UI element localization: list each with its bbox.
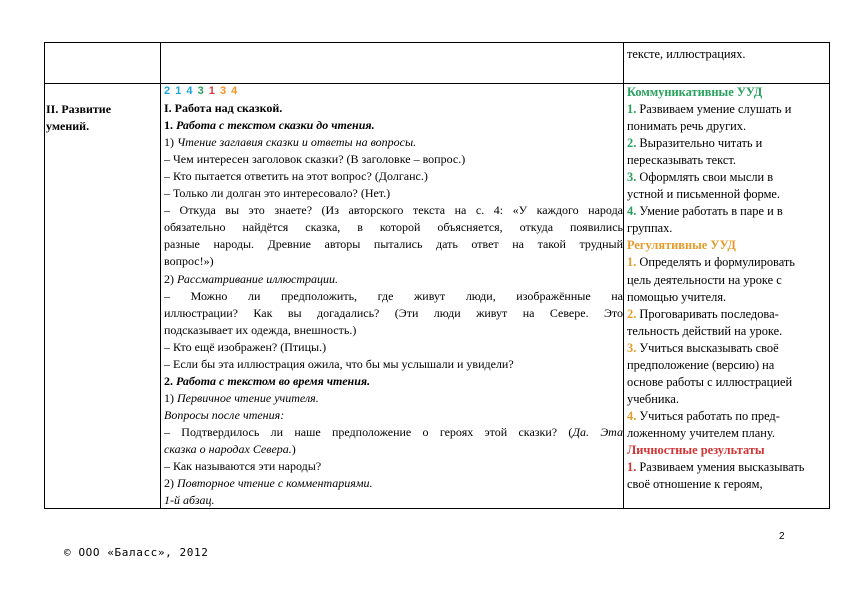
digit: 4 — [186, 85, 194, 97]
stage-cell — [46, 82, 160, 508]
reg-item-2-number: 2. — [627, 306, 637, 321]
skill-digits — [164, 83, 623, 100]
copyright-footer: © ООО «Баласс», 2012 — [64, 546, 209, 559]
reg-item-2-cont: тельность действий на уроке. — [627, 323, 783, 338]
comm-item-4-cont: группах. — [627, 221, 673, 236]
item-1-number: 1. — [164, 118, 173, 133]
digit: 4 — [231, 85, 239, 97]
row1-results-text: тексте, иллюстрациях. — [627, 47, 746, 61]
question-4-line-4: вопрос!») — [164, 254, 214, 269]
item-2 — [164, 373, 623, 390]
reg-item-3-cont: предположение (версию) на — [627, 357, 775, 372]
reg-item-1-cont: помощью учителя. — [627, 289, 727, 304]
reg-item-4-number: 4. — [627, 408, 637, 423]
comm-item-1-cont: понимать речь других. — [627, 119, 747, 134]
comm-item-2-text: Выразительно читать и — [639, 136, 763, 151]
pers-item-1-text: Развиваем умения высказывать — [639, 460, 805, 475]
column-border-2 — [623, 42, 624, 508]
question-9: – Как называются эти народы? — [164, 459, 322, 474]
comm-item-1-number: 1. — [627, 102, 637, 117]
comm-item-2-number: 2. — [627, 136, 637, 151]
reg-item-2 — [627, 306, 827, 323]
comm-item-2 — [627, 135, 827, 152]
question-6: – Кто ещё изображен? (Птицы.) — [164, 339, 327, 354]
sub-2-text: Рассматривание иллюстрации. — [177, 271, 339, 286]
reg-item-3-text: Учиться высказывать своё — [639, 340, 779, 355]
row1-stage-cell — [46, 42, 160, 82]
item-1-text: Работа с текстом сказки до чтения. — [176, 118, 375, 133]
pers-item-1 — [627, 459, 827, 476]
column-border-left — [44, 42, 45, 508]
question-1: – Чем интересен заголовок сказки? (В заголовке – вопрос.) — [164, 152, 466, 167]
reg-item-4-cont: ложенному учителем плану. — [627, 425, 775, 440]
question-4-line-3: разные народы. Древние авторы пытались дать ответ на такой трудный — [164, 237, 623, 252]
comm-item-1 — [627, 101, 827, 118]
sub-3 — [164, 390, 623, 407]
comm-item-4-text: Умение работать в паре и в — [639, 204, 783, 219]
stage-line-2: умений. — [46, 119, 90, 134]
column-border-1 — [160, 42, 161, 508]
reg-item-3 — [627, 340, 827, 357]
question-2: – Кто пытается ответить на этот вопрос? (Долганс.) — [164, 169, 428, 184]
comm-item-3-text: Оформлять свои мысли в — [639, 170, 774, 185]
comm-item-4-number: 4. — [627, 204, 637, 219]
question-5-line-1: – Можно ли предположить, где живут люди, изображённые на — [164, 288, 623, 303]
stage-line-1: II. Развитие — [46, 102, 112, 116]
digit: 3 — [197, 85, 205, 97]
section-title: I. Работа над сказкой. — [164, 101, 283, 116]
results-cell — [627, 82, 827, 508]
question-8-close: ) — [291, 441, 296, 456]
reg-item-4-text: Учиться работать по пред- — [639, 408, 780, 423]
question-8-text: – Подтвердилось ли наше предположение о героях этой сказки? ( — [164, 424, 573, 439]
row1-results-cell — [627, 42, 827, 82]
page-number: 2 — [779, 531, 785, 542]
digit: 1 — [208, 85, 216, 97]
pers-item-1-cont: своё отношение к героям, — [627, 477, 763, 492]
reg-item-4 — [627, 408, 827, 425]
sub-3-text: Первичное чтение учителя. — [177, 390, 319, 405]
question-3: – Только ли долган это интересовало? (Нет.) — [164, 186, 391, 201]
reg-item-1 — [627, 254, 827, 271]
digit: 3 — [219, 85, 228, 97]
sub-1-text: Чтение заглавия сказки и ответы на вопросы. — [177, 135, 417, 150]
sub-4-text: Повторное чтение с комментариями. — [177, 476, 373, 491]
reg-item-3-cont: учебника. — [627, 391, 679, 406]
item-2-text: Работа с текстом во время чтения. — [176, 373, 371, 388]
item-2-number: 2. — [164, 373, 173, 388]
comm-item-3 — [627, 169, 827, 186]
comm-item-2-cont: пересказывать текст. — [627, 153, 736, 168]
sub-1-number: 1) — [164, 135, 174, 150]
question-5-line-2: иллюстрации? Как вы догадались? (Эти люди живут на Севере. Это — [164, 305, 623, 320]
sub-1 — [164, 134, 623, 151]
row1-content-cell — [164, 42, 623, 82]
question-5-line-3: подсказывает их одежда, внешность.) — [164, 322, 357, 337]
question-4-line-1: – Откуда вы это знаете? (Из авторского текста на с. 4: «У каждого народа — [164, 203, 623, 218]
content-cell — [164, 82, 623, 508]
comm-item-4 — [627, 203, 827, 220]
sub-2-number: 2) — [164, 271, 174, 286]
question-8-line-1 — [164, 424, 623, 441]
reg-item-3-cont: основе работы с иллюстрацией — [627, 374, 793, 389]
pers-item-1-number: 1. — [627, 460, 637, 475]
question-8-answer-end: сказка о народах Севера. — [164, 441, 292, 456]
sub-2 — [164, 271, 623, 288]
sub-3-number: 1) — [164, 390, 174, 405]
question-8-answer-start: Да. Эта — [572, 424, 623, 439]
digit: 1 — [175, 85, 183, 97]
question-4-line-2: обязательно найдётся сказка, в которой объясняется, откуда появились — [164, 220, 623, 235]
comm-item-3-cont: устной и письменной форме. — [627, 187, 781, 202]
reg-item-1-cont: цель деятельности на уроке с — [627, 272, 782, 287]
personal-header: Личностные результаты — [627, 442, 765, 457]
column-border-right — [829, 42, 830, 508]
paragraph-label: 1-й абзац. — [164, 493, 215, 508]
comm-item-1-text: Развиваем умение слушать и — [639, 102, 792, 117]
communicative-header: Коммуникативные УУД — [627, 85, 763, 99]
lesson-table — [44, 42, 830, 508]
digit: 2 — [164, 85, 172, 97]
sub-4-number: 2) — [164, 476, 174, 491]
reg-item-1-number: 1. — [627, 255, 637, 270]
question-8-line-2 — [164, 441, 623, 458]
after-reading-title: Вопросы после чтения: — [164, 407, 285, 422]
item-1 — [164, 117, 623, 134]
sub-4 — [164, 475, 623, 492]
reg-item-1-text: Определять и формулировать — [639, 255, 795, 270]
question-7: – Если бы эта иллюстрация ожила, что бы мы услышали и увидели? — [164, 356, 514, 371]
regulative-header: Регулятивные УУД — [627, 238, 736, 253]
comm-item-3-number: 3. — [627, 170, 637, 185]
reg-item-3-number: 3. — [627, 340, 637, 355]
reg-item-2-text: Проговаривать последова- — [639, 306, 779, 321]
